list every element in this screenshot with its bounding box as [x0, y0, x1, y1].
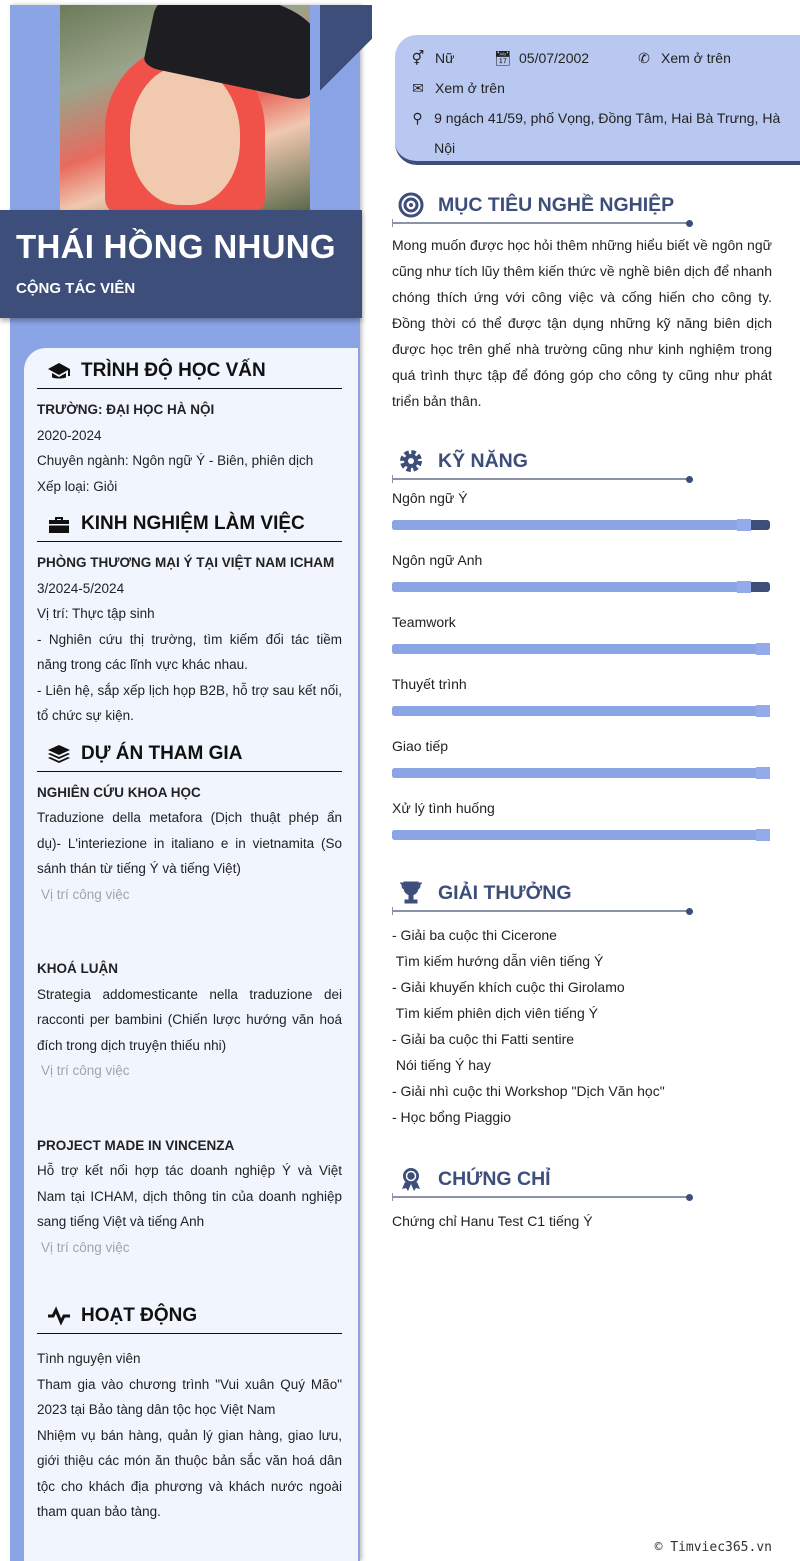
- section-divider: [392, 1196, 690, 1198]
- projects-section: [37, 743, 342, 1261]
- award-line: - Học bổng Piaggio: [392, 1109, 512, 1125]
- award-line: Nói tiếng Ý hay: [392, 1057, 491, 1073]
- candidate-name: THÁI HỒNG NHUNG: [16, 228, 336, 265]
- project-role: Vị trí công việc: [41, 886, 130, 902]
- section-title: DỰ ÁN THAM GIA: [81, 742, 243, 764]
- skill-item: [392, 676, 772, 716]
- school-name: TRƯỜNG: ĐẠI HỌC HÀ NỘI: [37, 402, 215, 417]
- candidate-role: CỘNG TÁC VIÊN: [16, 280, 136, 297]
- skill-bar: [392, 582, 770, 592]
- skill-name: Ngôn ngữ Ý: [392, 490, 468, 506]
- section-divider: [392, 222, 690, 224]
- layers-icon: [47, 744, 71, 764]
- award-line: Tìm kiếm phiên dịch viên tiếng Ý: [392, 1005, 598, 1021]
- section-title: MỤC TIÊU NGHỀ NGHIỆP: [438, 193, 675, 216]
- education-years: 2020-2024: [37, 427, 102, 443]
- left-panel: [24, 348, 358, 1561]
- skill-bar-fill: [392, 706, 770, 716]
- skill-name: Xử lý tình huống: [392, 800, 495, 816]
- certificate-text: Chứng chỉ Hanu Test C1 tiếng Ý: [392, 1213, 593, 1229]
- skill-bar-fill: [392, 768, 770, 778]
- section-title: GIẢI THƯỞNG: [438, 881, 572, 904]
- experience-task: - Liên hệ, sắp xếp lịch họp B2B, hỗ trợ sau kết nối, tổ chức sự kiện.: [37, 682, 342, 723]
- trophy-icon: [398, 880, 424, 906]
- experience-task: - Nghiên cứu thị trường, tìm kiếm đối tác tiềm năng trong các lĩnh vực khác nhau.: [37, 631, 342, 672]
- skill-bar-fill: [392, 830, 770, 840]
- section-title: TRÌNH ĐỘ HỌC VẤN: [81, 360, 266, 381]
- education-grade: Xếp loại: Giỏi: [37, 478, 118, 494]
- award-line: - Giải ba cuộc thi Fatti sentire: [392, 1031, 575, 1047]
- skill-item: [392, 738, 772, 778]
- project-role: Vị trí công việc: [41, 1063, 130, 1078]
- award-line: - Giải ba cuộc thi Cicerone: [392, 927, 557, 943]
- gear-icon: [398, 448, 424, 474]
- phone-icon: ✆: [638, 50, 650, 66]
- skill-bar: [392, 706, 770, 716]
- education-section: [37, 360, 342, 499]
- section-divider: [392, 478, 690, 480]
- decorative-ribbon: [320, 5, 372, 125]
- email-value[interactable]: Xem ở trên: [435, 80, 505, 96]
- skill-name: Thuyết trình: [392, 676, 467, 692]
- skill-bar: [392, 520, 770, 530]
- experience-position: Vị trí: Thực tập sinh: [37, 606, 155, 621]
- skill-bar: [392, 644, 770, 654]
- envelope-icon: ✉: [412, 80, 424, 96]
- project-description: Traduzione della metafora (Dịch thuật phép ẩn dụ)- L'interiezione in italiano e in vietnamita (So sánh thán từ tiếng Ý và tiếng Việt): [37, 810, 342, 876]
- profile-photo: [60, 5, 310, 210]
- award-ribbon-icon: [398, 1166, 424, 1192]
- award-line: Tìm kiếm hướng dẫn viên tiếng Ý: [392, 953, 604, 969]
- project-name: PROJECT MADE IN VINCENZA: [37, 1137, 235, 1153]
- skill-name: Teamwork: [392, 614, 456, 630]
- experience-section: [37, 513, 342, 729]
- skill-item: [392, 490, 772, 530]
- activity-line: Tham gia vào chương trình "Vui xuân Quý Mão" 2023 tại Bảo tàng dân tộc học Việt Nam: [37, 1376, 342, 1417]
- activity-line: Nhiệm vụ bán hàng, quản lý gian hàng, giao lưu, giới thiệu các món ăn thuộc bản sắc văn hoá dân tộc cho khách địa phương và khách nước ngoài tham quan bảo tàng.: [37, 1427, 342, 1519]
- skill-name: Ngôn ngữ Anh: [392, 552, 483, 568]
- skill-name: Giao tiếp: [392, 738, 449, 754]
- contact-box: [395, 35, 800, 165]
- skill-bar: [392, 830, 770, 840]
- project-name: NGHIÊN CỨU KHOA HỌC: [37, 784, 201, 800]
- project-description: Strategia addomesticante nella traduzione dei racconti per bambini (Chiến lược hướng văn hoá đích trong dịch truyện thiếu nhi): [37, 986, 342, 1053]
- skill-item: [392, 552, 772, 592]
- skills-section: [392, 446, 772, 840]
- activities-section: [37, 1305, 342, 1525]
- gender-icon: ⚥: [411, 50, 425, 66]
- skill-bar: [392, 768, 770, 778]
- project-description: Hỗ trợ kết nối hợp tác doanh nghiệp Ý và Việt Nam tại ICHAM, dịch thông tin của doanh nghiệp sang tiếng Việt và tiếng Anh: [37, 1163, 342, 1229]
- footer-watermark: © Timviec365.vn: [654, 1540, 772, 1555]
- project-item: [37, 1133, 342, 1261]
- award-line: - Giải nhì cuộc thi Workshop "Dịch Văn học": [392, 1083, 665, 1099]
- calendar-icon: 📅︎: [494, 50, 512, 66]
- section-title: KỸ NĂNG: [438, 449, 528, 472]
- section-divider: [392, 910, 690, 912]
- project-role: Vị trí công việc: [41, 1239, 130, 1255]
- graduation-cap-icon: [47, 361, 71, 381]
- objective-text: Mong muốn được học hỏi thêm những hiểu biết về ngôn ngữ cũng như tích lũy thêm kiến thức về nghề biên dịch để nhanh chóng thích ứng với công việc và cống hiến cho công ty. Đồng thời có thể được tận dụng những kỹ năng biên dịch được học trên ghế nhà trường cũng như kinh nghiệm trong quá trình thực tập để đóng góp cho công ty cũng như phát triển bản thân.: [392, 237, 772, 409]
- certificates-section: [392, 1164, 772, 1234]
- name-banner: [0, 210, 362, 318]
- skill-item: [392, 614, 772, 654]
- skill-bar-fill: [392, 582, 751, 592]
- pulse-icon: [47, 1306, 71, 1326]
- location-pin-icon: ⚲: [412, 110, 423, 126]
- skill-bar-fill: [392, 644, 770, 654]
- company-name: PHÒNG THƯƠNG MẠI Ý TẠI VIỆT NAM ICHAM: [37, 555, 335, 570]
- activity-line: Tình nguyện viên: [37, 1351, 141, 1366]
- gender-value: Nữ: [435, 50, 455, 66]
- project-item: [37, 956, 342, 1084]
- project-item: [37, 780, 342, 908]
- phone-value[interactable]: Xem ở trên: [661, 50, 731, 66]
- right-column: [392, 190, 772, 1234]
- address-value: 9 ngách 41/59, phố Vọng, Đồng Tâm, Hai Bà Trưng, Hà Nội: [434, 110, 781, 156]
- project-name: KHOÁ LUẬN: [37, 961, 118, 976]
- skill-item: [392, 800, 772, 840]
- awards-section: [392, 878, 772, 1130]
- education-major: Chuyên ngành: Ngôn ngữ Ý - Biên, phiên dịch: [37, 453, 314, 468]
- section-title: KINH NGHIỆM LÀM VIỆC: [81, 513, 305, 534]
- award-line: - Giải khuyến khích cuộc thi Girolamo: [392, 979, 625, 995]
- birthday-value: 05/07/2002: [519, 50, 590, 66]
- skill-bar-fill: [392, 520, 751, 530]
- objective-section: [392, 190, 772, 414]
- experience-period: 3/2024-5/2024: [37, 580, 125, 596]
- section-title: CHỨNG CHỈ: [438, 1167, 551, 1190]
- target-icon: [398, 192, 424, 218]
- section-title: HOẠT ĐỘNG: [81, 1305, 198, 1326]
- briefcase-icon: [47, 514, 71, 534]
